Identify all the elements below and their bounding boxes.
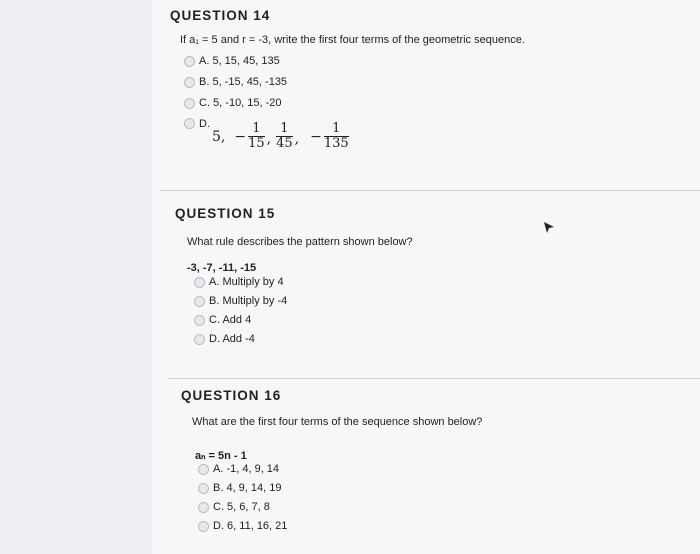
minus-sign: − [234,128,247,145]
question-14-title: QUESTION 14 [170,8,271,23]
q14-option-c[interactable] [184,97,282,109]
option-label: B. 5, -15, 45, -135 [199,76,288,88]
radio-button[interactable] [184,56,195,67]
q15-option-d[interactable] [194,333,255,345]
option-label: B. 4, 9, 14, 19 [213,482,282,494]
q15-option-b[interactable] [194,295,287,307]
question-15-title: QUESTION 15 [175,206,276,221]
question-14-prompt: If a₁ = 5 and r = -3, write the first four terms of the geometric sequence. [180,34,525,46]
q16-option-c[interactable] [198,501,270,513]
q16-option-a[interactable] [198,463,279,475]
option-d-label: D. [199,118,210,130]
mouse-cursor-icon [543,221,555,235]
denominator: 45 [276,136,293,151]
question-16-formula: aₙ = 5n - 1 [195,450,247,462]
fraction [248,122,265,151]
option-label: A. 5, 15, 45, 135 [199,55,280,67]
numerator: 1 [252,121,261,136]
q15-option-c[interactable] [194,314,251,326]
option-label: C. Add 4 [209,314,252,326]
question-16-title: QUESTION 16 [181,388,282,403]
q14-option-a[interactable] [184,55,280,67]
option-label: C. 5, 6, 7, 8 [213,501,270,513]
radio-button[interactable] [198,464,209,475]
radio-button[interactable] [198,483,209,494]
radio-button[interactable] [184,77,195,88]
option-label: D. Add -4 [209,333,255,345]
numerator: 1 [332,121,341,136]
fraction [324,122,349,151]
denominator: 135 [323,136,349,151]
radio-button[interactable] [194,277,205,288]
fraction [276,122,293,151]
radio-button[interactable] [194,315,205,326]
q16-option-d[interactable] [198,520,287,532]
option-label: A. -1, 4, 9, 14 [213,463,280,475]
radio-button[interactable] [194,296,205,307]
option-label: B. Multiply by -4 [209,295,288,307]
option-label: D. 6, 11, 16, 21 [213,520,288,532]
q15-option-a[interactable] [194,276,284,288]
radio-button[interactable] [194,334,205,345]
question-16-prompt: What are the first four terms of the sequence shown below? [192,416,483,428]
numerator: 1 [280,121,289,136]
fraction-answer: 5, − $\frac{1}{15}$ , $\frac{1}{45}$ , − $\frac{1}{135}$ [212,121,349,151]
question-15-sequence: -3, -7, -11, -15 [187,262,257,274]
option-label: C. 5, -10, 15, -20 [199,97,282,109]
denominator: 15 [248,136,265,151]
option-label: A. Multiply by 4 [209,276,284,288]
q14-option-d[interactable] [184,116,350,151]
minus-sign: − [310,128,322,145]
radio-button[interactable] [198,521,209,532]
section-divider [160,190,700,191]
radio-button[interactable] [184,118,195,129]
q16-option-b[interactable] [198,482,282,494]
first-term: 5, [212,128,226,145]
question-15-prompt: What rule describes the pattern shown below? [187,236,413,248]
q14-option-b[interactable] [184,76,287,88]
section-divider [168,378,700,379]
radio-button[interactable] [198,502,209,513]
radio-button[interactable] [184,98,195,109]
